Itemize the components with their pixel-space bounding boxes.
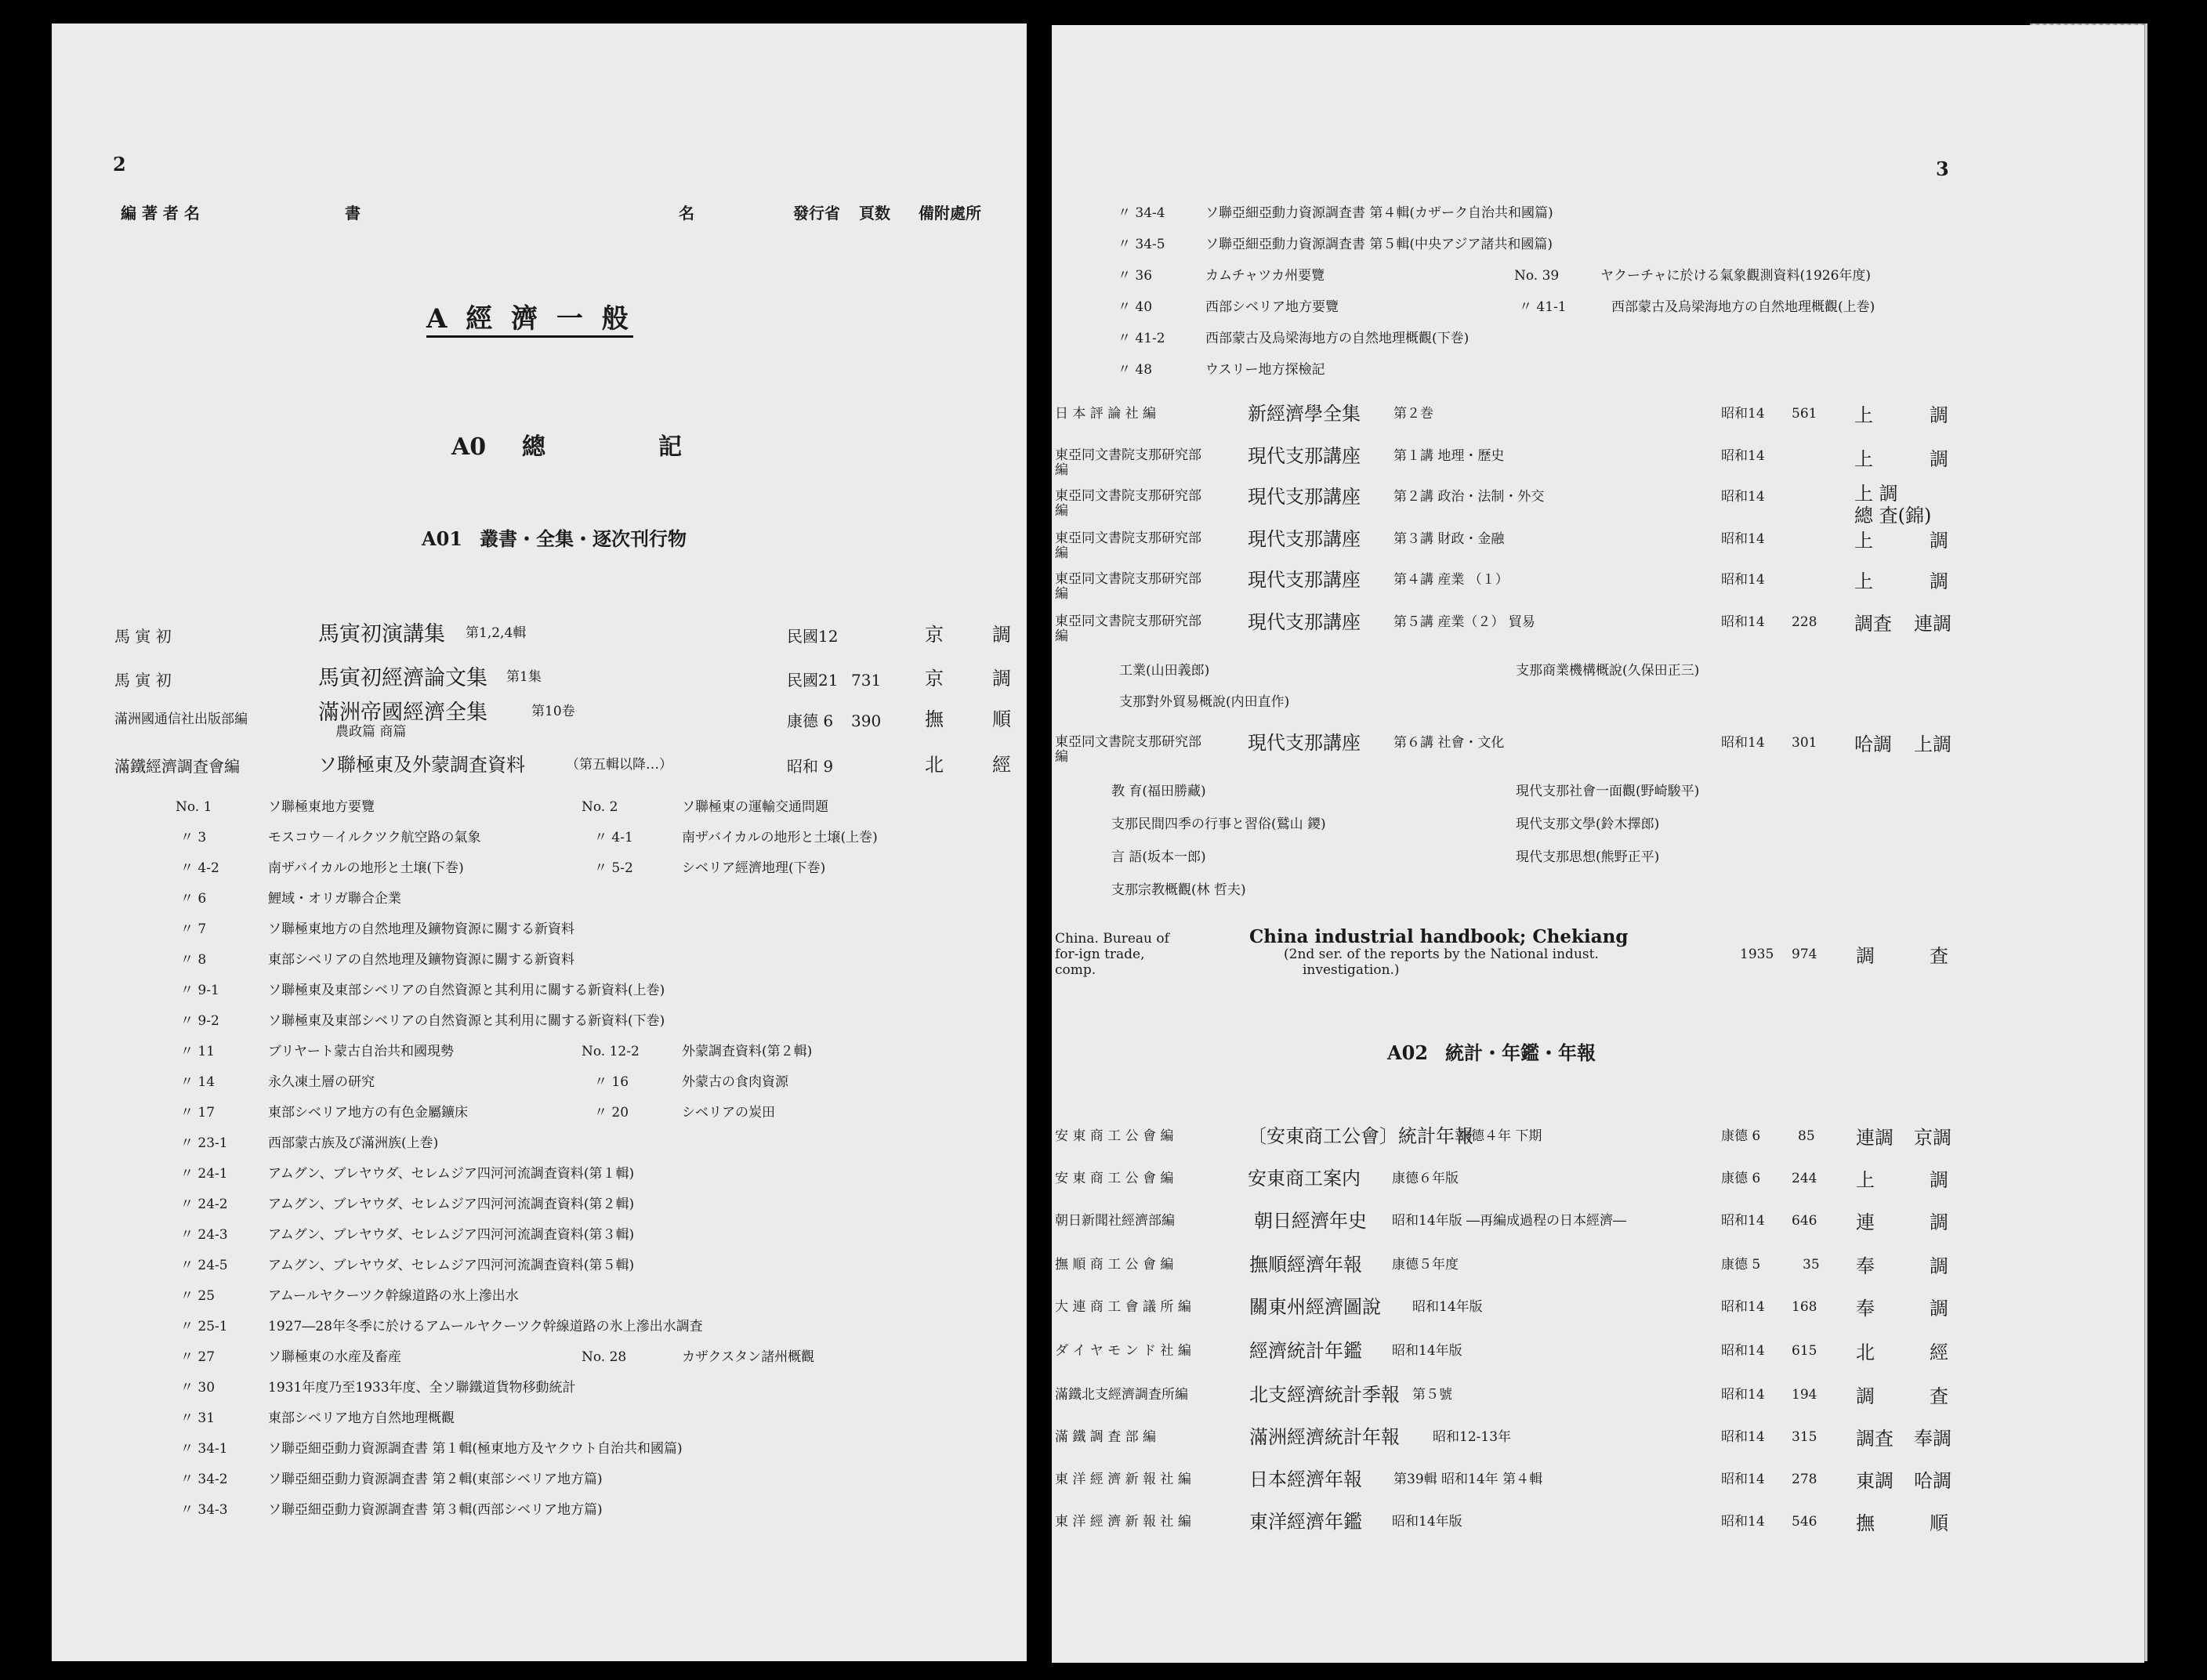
contents-item: 工業(山田義郎) (1119, 663, 1210, 679)
entry-pages: 228 (1792, 614, 1817, 630)
series-number: 〃 41-2 (1118, 331, 1165, 346)
entry-year: 昭和 9 (787, 757, 834, 776)
entry-location-2: 調 (1930, 1255, 1948, 1277)
series-title: ソ聯亞細亞動力資源調査書 第２輯(東部シベリア地方篇) (268, 1472, 603, 1487)
series-number: 〃 3 (180, 830, 207, 845)
entry-note: 康德４年 下期 (1458, 1128, 1542, 1144)
entry-note: 第２講 政治・法制・外交 (1393, 489, 1545, 505)
entry-title: 現代支那講座 (1248, 569, 1361, 591)
entry-author: 馬 寅 初 (114, 627, 172, 646)
series-number: 〃 4-1 (594, 830, 633, 845)
entry-location-1: 上 (1854, 404, 1873, 426)
entry-location-1: 上 (1854, 570, 1873, 592)
header-title-1: 書 (345, 204, 361, 223)
entry-location-2: 經 (1930, 1341, 1948, 1363)
contents-item: 現代支那文學(鈴木擇郎) (1516, 816, 1660, 832)
entry-year: 昭和14 (1721, 1299, 1765, 1315)
entry-pages: 35 (1803, 1257, 1820, 1273)
series-title: ソ聯亞細亞動力資源調査書 第３輯(西部シベリア地方篇) (268, 1502, 603, 1518)
entry-location-1: 京 (925, 668, 944, 690)
entry-location-2: 調 (1930, 1211, 1948, 1233)
entry-author: 東亞同文書院支那研究部編 (1055, 447, 1201, 478)
series-title: アムグン、ブレヤウダ、セレムジア四河河流調査資料(第２輯) (268, 1197, 635, 1212)
series-title: 西部シベリア地方要覽 (1205, 299, 1339, 315)
series-number: 〃 4-2 (180, 860, 219, 876)
series-title: アムグン、ブレヤウダ、セレムジア四河河流調査資料(第３輯) (268, 1227, 635, 1243)
entry-note: 康德６年版 (1392, 1171, 1459, 1186)
entry-location-2: 査 (1930, 1385, 1948, 1407)
series-number: 〃 9-1 (180, 983, 219, 998)
series-title: 鯉域・オリガ聯合企業 (268, 891, 401, 907)
entry-location-1: 北 (925, 754, 944, 776)
entry-location-1: 撫 (925, 708, 944, 730)
header-publish-year: 發行省 (793, 204, 840, 223)
entry-location-1: 撫 (1856, 1512, 1875, 1534)
contents-item: 現代支那思想(熊野正平) (1516, 849, 1660, 865)
entry-year: 昭和14 (1721, 531, 1765, 547)
page-number: 2 (113, 153, 126, 176)
series-number: 〃 24-1 (180, 1166, 228, 1182)
series-number: 〃 40 (1118, 299, 1153, 315)
entry-note: 第２巻 (1393, 406, 1433, 422)
series-number: 〃 9-2 (180, 1013, 219, 1029)
entry-title: ソ聯極東及外蒙調査資料 (318, 754, 525, 776)
entry-title: 滿洲經濟統計年報 (1249, 1426, 1400, 1448)
category-title: 統計・年鑑・年報 (1445, 1041, 1596, 1064)
contents-item: 言 語(坂本一郎) (1111, 849, 1206, 865)
series-title: 南ザバイカルの地形と土壌(上巻) (682, 830, 878, 845)
series-number: 〃 30 (180, 1380, 216, 1396)
entry-note: 第４講 産業 （１） (1393, 572, 1509, 588)
entry-title: 滿洲帝國經濟全集 (318, 701, 487, 725)
series-title: 1927―28年冬季に於けるアムールヤクーツク幹線道路の氷上滲出水調査 (268, 1319, 703, 1334)
entry-author: 東亞同文書院支那研究部編 (1055, 488, 1201, 519)
series-number: No. 1 (176, 799, 212, 815)
entry-pages: 646 (1792, 1213, 1817, 1229)
series-number: 〃 34-3 (180, 1502, 228, 1518)
series-title: ソ聯亞細亞動力資源調査書 第１輯(極東地方及ヤクウト自治共和國篇) (268, 1441, 683, 1457)
series-number: 〃 27 (180, 1349, 216, 1365)
entry-location-1: 哈調 (1854, 733, 1892, 755)
entry-location-2: 總 査(錦) (1854, 505, 1932, 527)
entry-year: 民國21 (787, 671, 839, 690)
series-number: 〃 14 (180, 1074, 216, 1090)
series-number: 〃 24-5 (180, 1258, 228, 1273)
entry-year: 昭和14 (1721, 489, 1765, 505)
entry-year: 昭和14 (1721, 1514, 1765, 1530)
series-number: 〃 41-1 (1519, 299, 1567, 315)
entry-year: 民國12 (787, 627, 839, 646)
entry-pages: 194 (1792, 1387, 1817, 1403)
entry-subtitle: investigation.) (1303, 962, 1400, 978)
entry-subtitle: (2nd ser. of the reports by the National indust. (1284, 947, 1599, 962)
entry-note: 昭和14年版 (1412, 1299, 1483, 1315)
entry-pages: 974 (1792, 947, 1817, 962)
entry-note: 康德５年度 (1392, 1257, 1459, 1273)
series-title: 西部蒙古及烏梁海地方の自然地理概觀(上巻) (1611, 299, 1875, 315)
entry-year: 康德 6 (1721, 1171, 1761, 1186)
series-number: 〃 16 (594, 1074, 629, 1090)
entry-author: China. Bureau of (1055, 931, 1169, 947)
series-title: 東部シベリアの自然地理及鑛物資源に關する新資料 (268, 952, 574, 968)
series-number: No. 28 (582, 1349, 627, 1365)
entry-pages: 278 (1792, 1472, 1817, 1487)
entry-note: 第６講 社會・文化 (1393, 735, 1505, 751)
entry-pages: 561 (1792, 406, 1817, 422)
entry-author: 朝日新聞社經濟部編 (1055, 1213, 1175, 1229)
series-number: No. 2 (582, 799, 618, 815)
series-title: モスコウ－イルクツク航空路の氣象 (268, 830, 481, 845)
series-number: No. 39 (1514, 268, 1560, 284)
entry-author: 安 東 商 工 公 會 編 (1055, 1128, 1174, 1144)
entry-location-1: 上 (1856, 1169, 1875, 1191)
subsection-code: A0 (451, 433, 487, 461)
series-title: ソ聯極東地方の自然地理及鑛物資源に關する新資料 (268, 921, 574, 937)
entry-year: 康德 6 (1721, 1128, 1761, 1144)
series-number: 〃 25 (180, 1288, 216, 1304)
entry-author: 東亞同文書院支那研究部編 (1055, 530, 1201, 561)
entry-location-2: 調 (1930, 530, 1948, 552)
series-title: 外蒙古の食肉資源 (682, 1074, 788, 1090)
entry-location-1: 奉 (1856, 1298, 1875, 1320)
entry-title: 現代支那講座 (1248, 528, 1361, 550)
entry-note: 第５講 産業（２） 貿易 (1393, 614, 1535, 630)
entry-note: 第1,2,4輯 (466, 625, 527, 641)
entry-location-2: 調 (992, 624, 1011, 646)
entry-pages: 315 (1792, 1429, 1817, 1445)
entry-year: 昭和14 (1721, 1387, 1765, 1403)
entry-author: 東亞同文書院支那研究部編 (1055, 614, 1201, 644)
entry-year: 昭和14 (1721, 1472, 1765, 1487)
entry-year: 昭和14 (1721, 1429, 1765, 1445)
entry-year: 康德 5 (1721, 1257, 1761, 1273)
header-title-2: 名 (679, 204, 694, 223)
entry-year: 1935 (1740, 947, 1774, 962)
entry-location-1: 調査 (1856, 1428, 1894, 1450)
entry-location-1: 上 (1854, 448, 1873, 470)
entry-title: 新經濟學全集 (1248, 403, 1361, 425)
page-number: 3 (1936, 158, 1949, 180)
category-code: A01 (422, 527, 463, 550)
entry-location-2: 調 (1930, 570, 1948, 592)
entry-title: 朝日經濟年史 (1254, 1210, 1367, 1232)
series-number: 〃 24-2 (180, 1197, 228, 1212)
subsection-title-1: 總 (522, 433, 545, 461)
series-title: アムグン、ブレヤウダ、セレムジア四河河流調査資料(第５輯) (268, 1258, 635, 1273)
entry-author: 日 本 評 論 社 編 (1055, 406, 1157, 422)
entry-location-2: 連調 (1914, 613, 1952, 635)
series-title: ウスリー地方探檢記 (1205, 362, 1325, 378)
entry-pages: 168 (1792, 1299, 1817, 1315)
entry-title: 現代支那講座 (1248, 611, 1361, 633)
series-title: アムールヤクーツク幹線道路の氷上滲出水 (268, 1288, 519, 1304)
series-number: 〃 34-2 (180, 1472, 228, 1487)
series-number: 〃 8 (180, 952, 207, 968)
series-number: 〃 24-3 (180, 1227, 228, 1243)
left-page (52, 24, 1027, 1661)
entry-year: 昭和14 (1721, 1213, 1765, 1229)
entry-title: 馬寅初經濟論文集 (318, 666, 487, 690)
series-title: ソ聯亞細亞動力資源調査書 第５輯(中央アジア諸共和國篇) (1205, 237, 1553, 252)
entry-location-2: 經 (992, 754, 1011, 776)
series-title: アムグン、ブレヤウダ、セレムジア四河河流調査資料(第１輯) (268, 1166, 635, 1182)
entry-location-1: 東調 (1856, 1470, 1894, 1492)
entry-location-1: 調 (1856, 1385, 1875, 1407)
entry-subtitle: 農政篇 商篇 (335, 724, 407, 740)
entry-note: 第３講 財政・金融 (1393, 531, 1505, 547)
series-title: 外蒙調査資料(第２輯) (682, 1044, 813, 1059)
entry-location-2: 順 (1930, 1512, 1948, 1534)
entry-location-2: 順 (992, 708, 1011, 730)
entry-pages: 390 (851, 711, 882, 730)
header-pages: 頁数 (859, 204, 890, 223)
series-title: ソ聯極東の運輸交通問題 (682, 799, 828, 815)
series-title: ソ聯極東及東部シベリアの自然資源と其利用に關する新資料(上巻) (268, 983, 665, 998)
entry-note: 昭和14年版 ―再編成過程の日本經濟― (1392, 1213, 1627, 1229)
entry-year: 昭和14 (1721, 735, 1765, 751)
entry-title: 馬寅初演講集 (318, 622, 445, 646)
entry-location-2: 調 (1930, 448, 1948, 470)
series-title: カザクスタン諸州概觀 (682, 1349, 815, 1365)
header-author: 編 著 者 名 (121, 204, 200, 223)
entry-note: 昭和14年版 (1392, 1514, 1462, 1530)
series-number: 〃 17 (180, 1105, 216, 1121)
entry-location-1: 調査 (1854, 613, 1892, 635)
series-number: 〃 7 (180, 921, 207, 937)
category-title: 叢書・全集・逐次刊行物 (480, 527, 687, 550)
entry-location-2: 京調 (1914, 1127, 1952, 1149)
entry-author: 撫 順 商 工 公 會 編 (1055, 1257, 1174, 1273)
entry-location-2: 調 (1930, 1169, 1948, 1191)
entry-year: 昭和14 (1721, 572, 1765, 588)
entry-location-2: 調 (1930, 404, 1948, 426)
series-title: シベリア經濟地理(下巻) (682, 860, 826, 876)
entry-location-1: 連 (1856, 1211, 1875, 1233)
contents-item: 支那宗教概觀(林 哲夫) (1111, 882, 1246, 898)
entry-location-2: 査 (1930, 945, 1948, 967)
entry-title: 安東商工案内 (1248, 1168, 1361, 1189)
series-title: カムチャツカ州要覽 (1205, 268, 1325, 284)
contents-item: 教 育(福田勝藏) (1111, 784, 1206, 799)
series-title: ソ聯亞細亞動力資源調査書 第４輯(カザーク自治共和國篇) (1205, 205, 1553, 221)
entry-year: 昭和14 (1721, 614, 1765, 630)
series-number: 〃 48 (1118, 362, 1153, 378)
entry-author: comp. (1055, 962, 1096, 978)
entry-year: 昭和14 (1721, 448, 1765, 464)
entry-location-1: 調 (1856, 945, 1875, 967)
contents-item: 現代支那社會一面觀(野崎駿平) (1516, 784, 1700, 799)
entry-location-1: 北 (1856, 1341, 1875, 1363)
series-title: ブリヤート蒙古自治共和國現勢 (268, 1044, 454, 1059)
series-title: ソ聯極東及東部シベリアの自然資源と其利用に關する新資料(下巻) (268, 1013, 665, 1029)
entry-note: 第１講 地理・歷史 (1393, 448, 1505, 464)
series-number: 〃 34-4 (1118, 205, 1165, 221)
entry-pages: 301 (1792, 735, 1817, 751)
contents-item: 支那對外貿易概說(内田直作) (1119, 694, 1290, 710)
series-number: 〃 36 (1118, 268, 1153, 284)
entry-title: 北支經濟統計季報 (1249, 1384, 1400, 1406)
entry-pages: 731 (851, 671, 882, 690)
right-page (1052, 25, 2144, 1663)
series-number: 〃 23-1 (180, 1135, 228, 1151)
entry-author: 滿 鐵 調 査 部 編 (1055, 1429, 1157, 1445)
header-location: 備附處所 (919, 204, 981, 223)
entry-author: 滿鐵北支經濟調査所編 (1055, 1387, 1188, 1403)
entry-title: 東洋經濟年鑑 (1249, 1511, 1362, 1533)
entry-title: 現代支那講座 (1248, 732, 1361, 754)
series-number: 〃 34-5 (1118, 237, 1165, 252)
series-title: 東部シベリア地方の有色金屬鑛床 (268, 1105, 468, 1121)
series-number: 〃 34-1 (180, 1441, 228, 1457)
series-title: シベリアの炭田 (682, 1105, 775, 1121)
entry-title: 日本經濟年報 (1249, 1468, 1362, 1490)
series-title: 西部蒙古族及び滿洲族(上巻) (268, 1135, 439, 1151)
entry-pages: 546 (1792, 1514, 1817, 1530)
series-title: ソ聯極東の水産及畜産 (268, 1349, 401, 1365)
entry-author: 馬 寅 初 (114, 671, 172, 690)
entry-location-2: 奉調 (1914, 1428, 1952, 1450)
entry-pages: 85 (1798, 1128, 1815, 1144)
entry-note: 第10卷 (531, 704, 575, 719)
entry-title: 經濟統計年鑑 (1249, 1340, 1362, 1362)
entry-pages: 615 (1792, 1343, 1817, 1359)
entry-year: 昭和14 (1721, 406, 1765, 422)
series-number: 〃 31 (180, 1410, 216, 1426)
entry-year: 昭和14 (1721, 1343, 1765, 1359)
entry-note: 昭和14年版 (1392, 1343, 1462, 1359)
series-title: ソ聯極東地方要覽 (268, 799, 375, 815)
series-title: 1931年度乃至1933年度、全ソ聯鐵道貨物移動統計 (268, 1380, 576, 1396)
entry-year: 康德 6 (787, 711, 834, 730)
entry-note: 第39輯 昭和14年 第４輯 (1393, 1472, 1543, 1487)
series-number: 〃 25-1 (180, 1319, 228, 1334)
category-code: A02 (1387, 1041, 1429, 1064)
series-title: 南ザバイカルの地形と土壌(下巻) (268, 860, 464, 876)
entry-title: 現代支那講座 (1248, 486, 1361, 508)
entry-author: 滿洲國通信社出版部編 (114, 711, 248, 727)
series-number: 〃 6 (180, 891, 207, 907)
entry-note: 昭和12-13年 (1433, 1429, 1512, 1445)
entry-title: 關東州經濟圖說 (1249, 1296, 1381, 1318)
entry-note: 第1集 (506, 669, 542, 685)
entry-author: 東 洋 經 濟 新 報 社 編 (1055, 1472, 1191, 1487)
entry-location-2: 上調 (1914, 733, 1952, 755)
entry-author: for-ign trade, (1055, 947, 1145, 962)
entry-author: 滿鐵經濟調査會編 (114, 757, 240, 776)
contents-item: 支那商業機構概說(久保田正三) (1516, 663, 1700, 679)
entry-author: ダ イ ヤ モ ン ド 社 編 (1055, 1343, 1191, 1359)
entry-location-2: 哈調 (1914, 1470, 1952, 1492)
series-number: No. 12-2 (582, 1044, 640, 1059)
entry-location-1: 上 調 (1854, 483, 1898, 505)
series-title: ヤクーチャに於ける氣象觀測資料(1926年度) (1600, 268, 1872, 284)
series-title: 東部シベリア地方自然地理概觀 (268, 1410, 455, 1426)
entry-title: 〔安東商工公會〕統計年報 (1248, 1125, 1473, 1147)
entry-location-2: 調 (1930, 1298, 1948, 1320)
entry-author: 安 東 商 工 公 會 編 (1055, 1171, 1174, 1186)
entry-location-2: 調 (992, 668, 1011, 690)
series-number: 〃 5-2 (594, 860, 633, 876)
section-title: A 經 濟 一 般 (426, 306, 633, 338)
contents-item: 支那民間四季の行事と習俗(鷲山 鑁) (1111, 816, 1326, 832)
entry-author: 大 連 商 工 會 議 所 編 (1055, 1299, 1191, 1315)
entry-location-1: 上 (1854, 530, 1873, 552)
entry-location-1: 奉 (1856, 1255, 1875, 1277)
entry-title: 撫順經濟年報 (1249, 1254, 1362, 1276)
entry-title: 現代支那講座 (1248, 445, 1361, 467)
entry-title: China industrial handbook; Chekiang (1249, 926, 1629, 947)
entry-pages: 244 (1792, 1171, 1817, 1186)
entry-author: 東亞同文書院支那研究部編 (1055, 571, 1201, 602)
series-title: 永久凍土層の研究 (268, 1074, 375, 1090)
entry-note: （第五輯以降…） (566, 757, 672, 773)
entry-author: 東 洋 經 濟 新 報 社 編 (1055, 1514, 1191, 1530)
series-title: 西部蒙古及烏梁海地方の自然地理概觀(下巻) (1205, 331, 1470, 346)
subsection-title-2: 記 (658, 433, 682, 461)
series-number: 〃 11 (180, 1044, 216, 1059)
entry-location-1: 連調 (1856, 1127, 1894, 1149)
entry-author: 東亞同文書院支那研究部編 (1055, 734, 1201, 765)
series-number: 〃 20 (594, 1105, 629, 1121)
entry-location-1: 京 (925, 624, 944, 646)
entry-note: 第５號 (1412, 1387, 1452, 1403)
